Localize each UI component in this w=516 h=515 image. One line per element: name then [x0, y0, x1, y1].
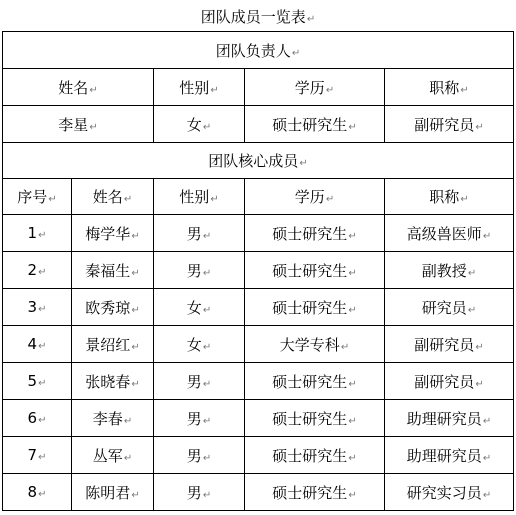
paragraph-mark-icon: ↵ [475, 121, 484, 133]
gender-cell [154, 437, 245, 474]
table-row [3, 326, 514, 363]
paragraph-mark-icon: ↵ [48, 194, 57, 205]
paragraph-mark-icon: ↵ [38, 415, 47, 426]
core-header-row [3, 179, 514, 215]
paragraph-mark-icon: ↵ [482, 415, 492, 427]
cell-text: 助理研究员 [406, 409, 482, 428]
cell-text: 3 [27, 298, 38, 316]
header-text: 职称 [429, 188, 460, 206]
cell-text: 丛军 [92, 446, 123, 465]
cell-text: 硕士研究生 [272, 483, 348, 502]
table-row [3, 289, 514, 326]
index-cell [3, 363, 72, 400]
core-section-heading [3, 143, 514, 179]
gender-cell [154, 215, 245, 252]
cell-text: 秦福生 [85, 261, 131, 280]
cell-text: 1 [27, 224, 38, 242]
paragraph-mark-icon: ↵ [340, 341, 350, 353]
index-cell [3, 326, 72, 363]
paragraph-mark-icon: ↵ [482, 489, 492, 501]
cell-text: 李春 [92, 409, 123, 428]
education-cell [245, 252, 385, 289]
paragraph-mark-icon: ↵ [202, 452, 212, 464]
cell-text: 研究实习员 [406, 483, 482, 502]
cell-text: 女 [186, 335, 202, 354]
paragraph-mark-icon: ↵ [131, 267, 140, 279]
leader-header-row [3, 69, 514, 106]
cell-text: 4 [27, 335, 38, 353]
cell-text: 硕士研究生 [272, 298, 348, 317]
gender-cell [154, 400, 245, 437]
paragraph-mark-icon: ↵ [131, 341, 140, 353]
paragraph-mark-icon: ↵ [202, 341, 212, 353]
cell-text: 5 [27, 372, 38, 390]
header-cell-index [3, 179, 72, 215]
paragraph-mark-icon: ↵ [38, 452, 47, 463]
cell-text: 副研究员 [414, 335, 475, 354]
header-cell-title [385, 179, 514, 215]
cell-text: 张晓春 [85, 372, 131, 391]
cell-text: 硕士研究生 [272, 261, 348, 280]
paragraph-mark-icon: ↵ [38, 304, 47, 315]
header-cell-education [245, 179, 385, 215]
paragraph-mark-icon: ↵ [348, 230, 357, 242]
leader-gender-cell [154, 106, 245, 143]
index-cell [3, 252, 72, 289]
cell-text: 欧秀琼 [85, 298, 131, 317]
paragraph-mark-icon: ↵ [460, 84, 469, 96]
paragraph-mark-icon: ↵ [38, 230, 47, 241]
education-cell [245, 215, 385, 252]
education-cell [245, 437, 385, 474]
title-cell [385, 400, 514, 437]
paragraph-mark-icon: ↵ [348, 378, 357, 390]
paragraph-mark-icon: ↵ [348, 121, 357, 133]
cell-text: 景绍红 [85, 335, 131, 354]
gender-cell [154, 363, 245, 400]
gender-cell [154, 474, 245, 511]
cell-text: 梅学华 [85, 224, 131, 243]
paragraph-mark-icon: ↵ [210, 84, 219, 96]
leader-heading-text: 团队负责人 [215, 41, 291, 60]
title-cell [385, 363, 514, 400]
paragraph-mark-icon: ↵ [467, 267, 477, 279]
paragraph-mark-icon: ↵ [202, 230, 212, 242]
gender-cell [154, 289, 245, 326]
header-cell-education [245, 69, 385, 106]
page-title [0, 5, 516, 29]
cell-text: 男 [186, 483, 202, 502]
education-cell [245, 474, 385, 511]
paragraph-mark-icon: ↵ [89, 121, 98, 133]
cell-text: 7 [27, 446, 38, 464]
paragraph-mark-icon: ↵ [131, 304, 140, 316]
paragraph-mark-icon: ↵ [325, 194, 335, 205]
cell-text: 副教授 [421, 261, 467, 280]
education-cell [245, 363, 385, 400]
paragraph-mark-icon: ↵ [202, 304, 212, 316]
title-cell [385, 326, 514, 363]
header-cell-gender [154, 69, 245, 106]
cell-text: 副研究员 [414, 372, 475, 391]
paragraph-mark-icon: ↵ [89, 84, 98, 96]
name-cell [72, 363, 154, 400]
name-cell [72, 326, 154, 363]
name-cell [72, 474, 154, 511]
cell-text: 李星 [58, 115, 89, 134]
index-cell [3, 289, 72, 326]
title-cell [385, 289, 514, 326]
leader-name-cell [3, 106, 154, 143]
core-section-row [3, 143, 514, 179]
paragraph-mark-icon: ↵ [202, 378, 212, 390]
paragraph-mark-icon: ↵ [131, 378, 140, 390]
gender-cell [154, 326, 245, 363]
title-cell [385, 215, 514, 252]
header-text: 姓名 [92, 188, 123, 206]
paragraph-mark-icon: ↵ [123, 194, 133, 205]
gender-cell [154, 252, 245, 289]
paragraph-mark-icon: ↵ [348, 267, 357, 279]
table-row [3, 437, 514, 474]
table-row [3, 474, 514, 511]
title-cell [385, 252, 514, 289]
paragraph-mark-icon: ↵ [38, 489, 47, 500]
cell-text: 女 [186, 115, 202, 134]
paragraph-mark-icon: ↵ [123, 452, 133, 464]
paragraph-mark-icon: ↵ [460, 194, 469, 205]
name-cell [72, 400, 154, 437]
members-table [2, 31, 514, 511]
paragraph-mark-icon: ↵ [475, 341, 484, 353]
name-cell [72, 289, 154, 326]
paragraph-mark-icon: ↵ [482, 230, 492, 242]
leader-title-cell [385, 106, 514, 143]
paragraph-mark-icon: ↵ [38, 378, 47, 389]
cell-text: 女 [186, 298, 202, 317]
name-cell [72, 252, 154, 289]
cell-text: 男 [186, 409, 202, 428]
cell-text: 硕士研究生 [272, 372, 348, 391]
education-cell [245, 326, 385, 363]
leader-data-row [3, 106, 514, 143]
index-cell [3, 400, 72, 437]
cell-text: 8 [27, 483, 38, 501]
header-text: 序号 [17, 188, 48, 206]
paragraph-mark-icon: ↵ [482, 452, 492, 464]
cell-text: 男 [186, 446, 202, 465]
header-cell-gender [154, 179, 245, 215]
cell-text: 硕士研究生 [272, 224, 348, 243]
header-text: 学历 [294, 188, 325, 206]
table-row [3, 400, 514, 437]
index-cell [3, 215, 72, 252]
cell-text: 6 [27, 409, 38, 427]
name-cell [72, 437, 154, 474]
paragraph-mark-icon: ↵ [131, 230, 140, 242]
cell-text: 硕士研究生 [272, 115, 348, 134]
header-text: 职称 [429, 78, 460, 97]
education-cell [245, 289, 385, 326]
leader-section-heading [3, 32, 514, 69]
paragraph-mark-icon: ↵ [210, 194, 219, 205]
paragraph-mark-icon: ↵ [348, 489, 357, 501]
cell-text: 男 [186, 372, 202, 391]
paragraph-mark-icon: ↵ [475, 378, 484, 390]
paragraph-mark-icon: ↵ [202, 489, 212, 501]
header-cell-name [72, 179, 154, 215]
paragraph-mark-icon: ↵ [202, 267, 212, 279]
paragraph-mark-icon: ↵ [131, 489, 140, 501]
table-row [3, 363, 514, 400]
title-cell [385, 437, 514, 474]
paragraph-mark-icon: ↵ [38, 267, 47, 278]
leader-section-row [3, 32, 514, 69]
paragraph-mark-icon: ↵ [325, 84, 335, 96]
paragraph-mark-icon: ↵ [202, 121, 212, 133]
index-cell [3, 437, 72, 474]
paragraph-mark-icon: ↵ [291, 47, 301, 59]
cell-text: 硕士研究生 [272, 409, 348, 428]
index-cell [3, 474, 72, 511]
paragraph-mark-icon: ↵ [348, 304, 357, 316]
cell-text: 研究员 [421, 298, 467, 317]
leader-education-cell [245, 106, 385, 143]
title-cell [385, 474, 514, 511]
cell-text: 2 [27, 261, 38, 279]
name-cell [72, 215, 154, 252]
paragraph-mark-icon: ↵ [123, 415, 133, 427]
header-cell-name [3, 69, 154, 106]
cell-text: 陈明君 [85, 483, 131, 502]
paragraph-mark-icon: ↵ [467, 304, 477, 316]
title-text: 团队成员一览表 [200, 8, 306, 26]
paragraph-mark-icon: ↵ [202, 415, 212, 427]
header-text: 性别 [179, 188, 210, 206]
table-row [3, 215, 514, 252]
header-cell-title [385, 69, 514, 106]
paragraph-mark-icon: ↵ [348, 452, 357, 464]
cell-text: 大学专科 [279, 335, 340, 354]
paragraph-mark-icon: ↵ [306, 14, 316, 25]
paragraph-mark-icon: ↵ [348, 415, 357, 427]
cell-text: 助理研究员 [406, 446, 482, 465]
cell-text: 男 [186, 224, 202, 243]
table-row [3, 252, 514, 289]
core-heading-text: 团队核心成员 [208, 152, 299, 170]
cell-text: 硕士研究生 [272, 446, 348, 465]
header-text: 姓名 [58, 78, 89, 97]
education-cell [245, 400, 385, 437]
cell-text: 副研究员 [414, 115, 475, 134]
paragraph-mark-icon: ↵ [299, 158, 308, 169]
cell-text: 高级兽医师 [406, 224, 482, 243]
header-text: 学历 [294, 78, 325, 97]
paragraph-mark-icon: ↵ [38, 341, 47, 352]
header-text: 性别 [179, 78, 210, 97]
cell-text: 男 [186, 261, 202, 280]
